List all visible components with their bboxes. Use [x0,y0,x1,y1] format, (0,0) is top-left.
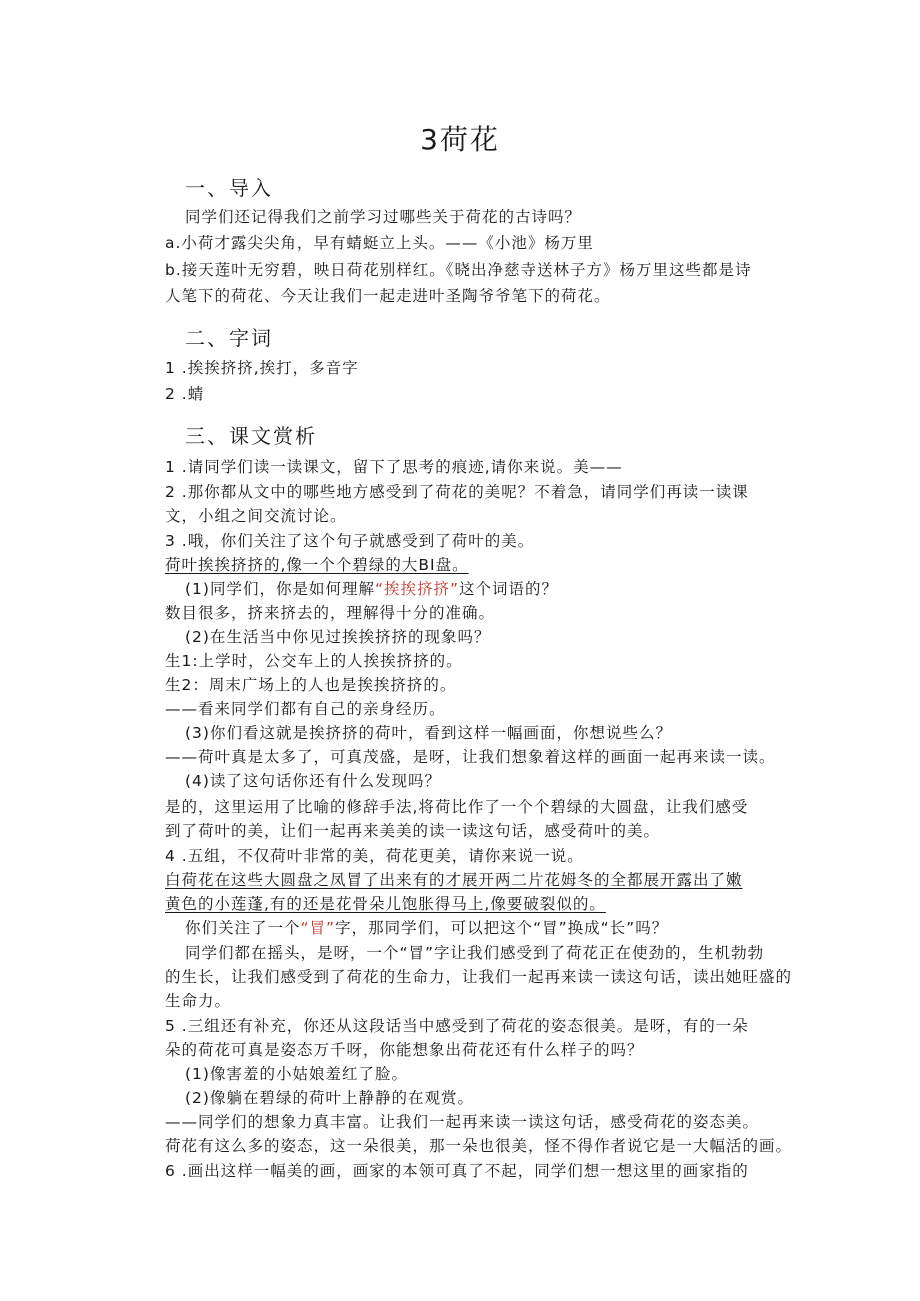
paragraph-line: 6 .画出这样一幅美的画，画家的本领可真了不起，同学们想一想这里的画家指的 [165,1162,749,1180]
paragraph-line: 4 .五组，不仅荷叶非常的美，荷花更美，请你来说一说。 [165,847,584,865]
text-span: (1)同学们，你是如何理解 [185,580,375,598]
text-span: 你们关注了一个 [185,919,301,937]
paragraph-line: 1 .挨挨挤挤,挨打，多音字 [165,359,359,377]
paragraph-line: 同学们还记得我们之前学习过哪些关于荷花的古诗吗？ [185,208,582,226]
paragraph-line: 朵的荷花可真是姿态万千呀，你能想象出荷花还有什么样子的吗？ [165,1041,644,1059]
paragraph-line: 生1:上学时，公交车上的人挨挨挤挤的。 [165,652,463,670]
text-span: 这个词语的？ [459,580,559,598]
paragraph-line: 1 .请同学们读一读课文，留下了思考的痕迹,请你来说。美—— [165,458,623,476]
paragraph-line: 人笔下的荷花、今天让我们一起走进叶圣陶爷爷笔下的荷花。 [165,287,611,305]
paragraph-line: 2 .那你都从文中的哪些地方感受到了荷花的美呢？不着急，请同学们再读一读课 [165,483,749,501]
paragraph-line: 3 .哦，你们关注了这个句子就感受到了荷叶的美。 [165,532,535,550]
paragraph-line: 同学们都在摇头，是呀，一个“冒”字让我们感受到了荷花正在使劲的，生机勃勃 [185,944,765,962]
paragraph-line: 的生长，让我们感受到了荷花的生命力，让我们一起再来读一读这句话，读出她旺盛的 [165,968,793,986]
paragraph-line [185,578,805,600]
text-span: 字，那同学们，可以把这个“冒”换成“长”吗？ [335,919,669,937]
underlined-quote: 黄色的小莲蓬,有的还是花骨朵儿饱胀得马上,像要破裂似的。 [165,895,606,913]
paragraph-line [185,917,805,939]
section-heading-analysis: 三、课文赏析 [185,424,317,448]
section-heading-words: 二、字词 [185,326,273,350]
paragraph-line: 到了荷叶的美，让们一起再来美美的读一读这句话，感受荷叶的美。 [165,822,661,840]
paragraph-line: (2)在生活当中你见过挨挨挤挤的现象吗？ [185,628,491,646]
paragraph-line: (4)读了这句话你还有什么发现吗？ [185,772,441,790]
paragraph-line: 是的，这里运用了比喻的修辞手法,将荷比作了一个个碧绿的大圆盘，让我们感受 [165,798,749,816]
paragraph-line: (3)你们看这就是挨挤挤的荷叶，看到这样一幅画面，你想说些么？ [185,724,672,742]
paragraph-line: 生2：周末广场上的人也是挨挨挤挤的。 [165,676,457,694]
paragraph-line: 文，小组之间交流讨论。 [165,507,347,525]
paragraph-line: a.小荷才露尖尖角，早有蜻蜓立上头。——《小池》杨万里 [165,234,594,252]
highlighted-term: “冒” [300,919,336,937]
paragraph-line: 5 .三组还有补充，你还从这段话当中感受到了荷花的姿态很美。是呀，有的一朵 [165,1017,749,1035]
paragraph-line: ——看来同学们都有自己的亲身经历。 [165,700,446,718]
paragraph-line: 2 .蜻 [165,385,205,403]
paragraph-line: (2)像躺在碧绿的荷叶上静静的在观赏。 [185,1089,474,1107]
highlighted-term: “挨挨挤挤” [374,580,460,598]
page-title: 3荷花 [420,123,500,156]
underlined-quote: 白荷花在这些大圆盘之凤冒了出来有的才展开两二片花姆冬的全都展开露出了嫩 [165,871,743,889]
paragraph-line: b.接天莲叶无穷碧，映日荷花别样红。《晓出净慈寺送林子方》杨万里这些都是诗 [165,261,752,279]
paragraph-line: 数目很多，挤来挤去的，理解得十分的准确。 [165,604,496,622]
paragraph-line: 生命力。 [165,992,232,1010]
underlined-quote: 荷叶挨挨挤挤的,像一个个碧绿的大BI盘。 [165,556,469,574]
section-heading-intro: 一、导入 [185,176,273,200]
paragraph-line: (1)像害羞的小姑娘羞红了脸。 [185,1065,408,1083]
paragraph-line: 荷花有这么多的姿态，这一朵很美，那一朵也很美，怪不得作者说它是一大幅活的画。 [165,1137,793,1155]
paragraph-line: ——同学们的想象力真丰富。让我们一起再来读一读这句话，感受荷花的姿态美。 [165,1113,760,1131]
paragraph-line: ——荷叶真是太多了，可真茂盛，是呀，让我们想象着这样的画面一起再来读一读。 [165,748,776,766]
